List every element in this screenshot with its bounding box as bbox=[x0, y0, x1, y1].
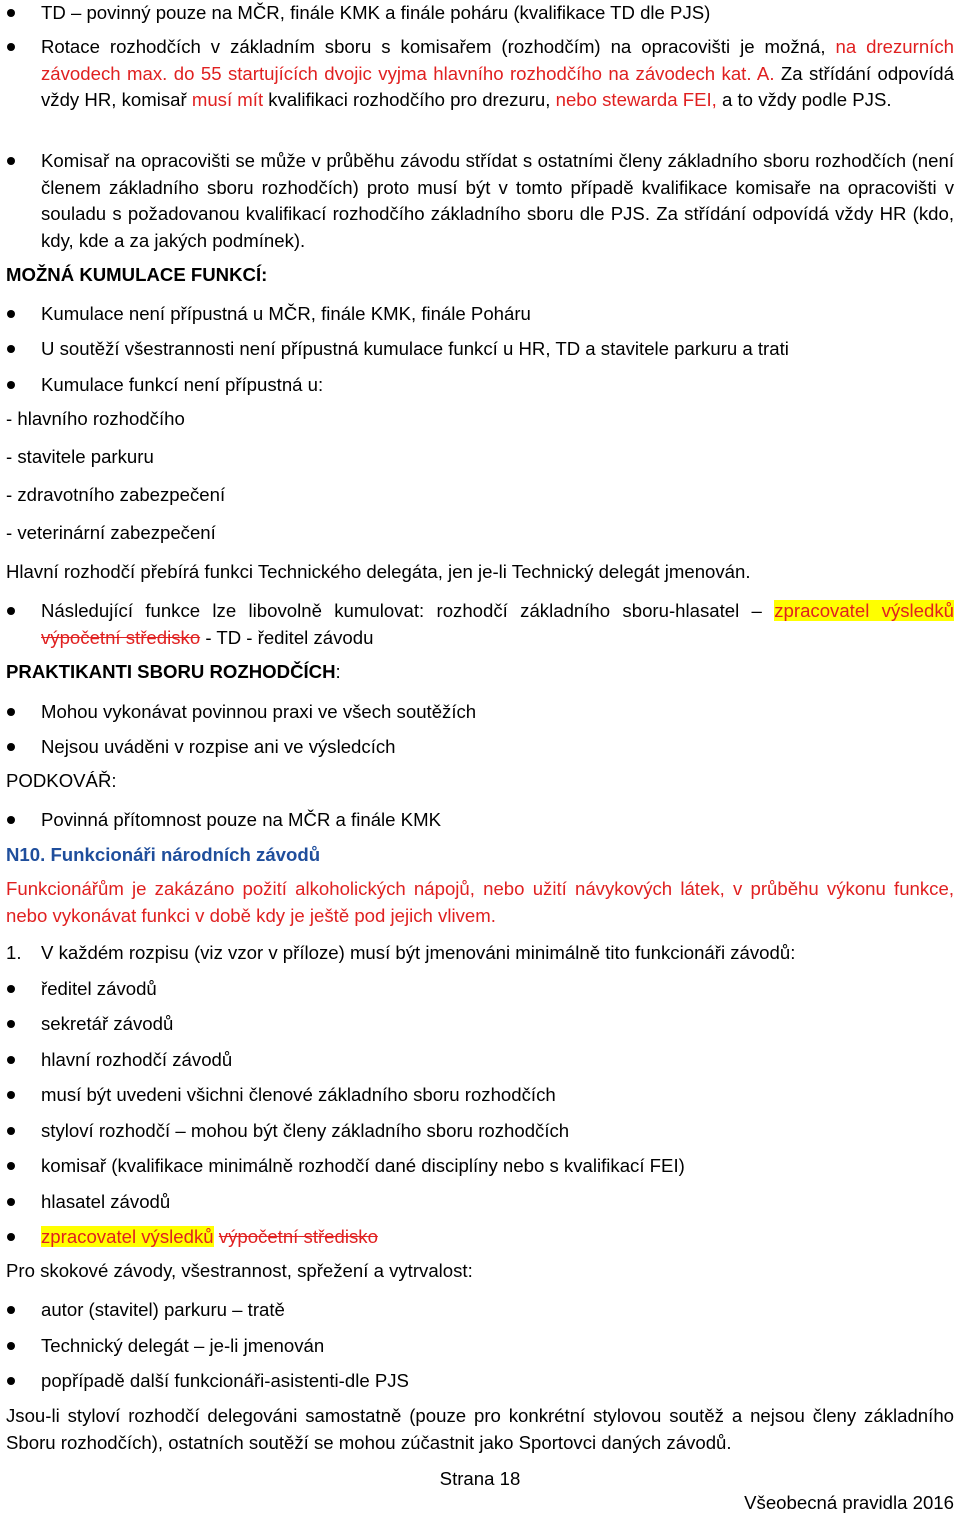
bullet-icon bbox=[7, 985, 15, 993]
section-heading-n10: N10. Funkcionáři národních závodů bbox=[6, 844, 321, 865]
praktikanti-item: Mohou vykonávat povinnou praxi ve všech soutěžích bbox=[41, 701, 477, 722]
warning-paragraph: Funkcionářům je zakázáno požití alkoholických nápojů, nebo užití návykových látek, v průběhu výkonu funkce, nebo vykonávat funkci v době kdy je ještě pod jejich vlivem. bbox=[6, 878, 954, 926]
kumulace-item: U soutěží všestrannosti není přípustná kumulace funkcí u HR, TD a stavitele parkuru a trati bbox=[41, 338, 789, 359]
strike-vypocetni: výpočetní středisko bbox=[41, 626, 201, 648]
functionary-item-last bbox=[41, 1224, 954, 1251]
heading-kumulace: MOŽNÁ KUMULACE FUNKCÍ: bbox=[6, 264, 268, 285]
bullet-icon bbox=[7, 1233, 15, 1241]
kumulovat-text-end: - TD - ředitel závodu bbox=[200, 626, 374, 648]
skokove-item: Technický delegát – je-li jmenován bbox=[41, 1335, 325, 1356]
functionary-item: sekretář závodů bbox=[41, 1013, 174, 1034]
strike-vypocetni: výpočetní středisko bbox=[218, 1226, 378, 1247]
bullet-icon bbox=[7, 743, 15, 751]
bullet-icon bbox=[7, 1056, 15, 1064]
bullet-icon bbox=[7, 310, 15, 318]
heading-praktikanti bbox=[6, 659, 341, 686]
document-title-footer: Všeobecná pravidla 2016 bbox=[744, 1492, 954, 1513]
functionary-item: hlavní rozhodčí závodů bbox=[41, 1049, 233, 1070]
dash-item: - hlavního rozhodčího bbox=[6, 408, 185, 429]
praktikanti-item: Nejsou uváděni v rozpise ani ve výsledcích bbox=[41, 736, 396, 757]
functionary-item: ředitel závodů bbox=[41, 978, 157, 999]
functionary-item: komisař (kvalifikace minimálně rozhodčí dané disciplíny nebo s kvalifikací FEI) bbox=[41, 1155, 685, 1176]
n10-intro: V každém rozpisu (viz vzor v příloze) musí být jmenováni minimálně tito funkcionáři závodů: bbox=[41, 942, 796, 963]
bullet-icon bbox=[7, 345, 15, 353]
dash-item: - zdravotního zabezpečení bbox=[6, 484, 226, 505]
praktikanti-colon: : bbox=[335, 661, 341, 682]
rotace-text-red: na drezurních závodech max. do 55 startujících dvojic vyjma hlavního rozhodčího na závodech kat. A. bbox=[41, 36, 954, 84]
bullet-icon bbox=[7, 1127, 15, 1135]
rotace-text-c: kvalifikaci rozhodčího pro drezuru, bbox=[263, 89, 556, 110]
praktikanti-title: PRAKTIKANTI SBORU ROZHODČÍCH bbox=[6, 661, 336, 682]
highlight-zpracovatel: zpracovatel výsledků bbox=[774, 600, 954, 621]
bullet-icon bbox=[7, 1162, 15, 1170]
list-number: 1. bbox=[6, 942, 22, 963]
bullet-icon bbox=[7, 1377, 15, 1385]
paragraph-hr-td: Hlavní rozhodčí přebírá funkci Technického delegáta, jen je-li Technický delegát jmenován. bbox=[6, 561, 751, 582]
dash-item: - veterinární zabezpečení bbox=[6, 522, 216, 543]
rotace-text-b: Za střídání odpovídá vždy HR, komisař bbox=[41, 62, 954, 110]
kumulace-item: Kumulace není přípustná u MČR, finále KMK, finále Poháru bbox=[41, 303, 531, 324]
bullet-icon bbox=[7, 381, 15, 389]
skokove-intro: Pro skokové závody, všestrannost, spřežení a vytrvalost: bbox=[6, 1260, 473, 1281]
kumulovat-text: Následující funkce lze libovolně kumulovat: rozhodčí základního sboru-hlasatel – bbox=[41, 600, 775, 621]
bullet-icon bbox=[7, 708, 15, 716]
paragraph-komisar: Komisař na opracovišti se může v průběhu závodu střídat s ostatními členy základního sboru rozhodčích (není členem základního sboru rozhodčích) proto musí být v tomto případě kvalifikace komisaře na opracovišti v souladu s požadovanou kvalifikací rozhodčího základního sboru dle PJS. Za střídání odpovídá vždy HR (kdo, kdy, kde a za jakých podmínek). bbox=[41, 150, 954, 251]
bullet-icon bbox=[7, 43, 15, 51]
bullet-icon bbox=[7, 816, 15, 824]
bullet-icon bbox=[7, 1091, 15, 1099]
bullet-icon bbox=[7, 607, 15, 615]
bullet-icon bbox=[7, 157, 15, 165]
rotace-text-d: a to vždy podle PJS. bbox=[716, 89, 892, 110]
kumulace-item: Kumulace funkcí není přípustná u: bbox=[41, 374, 324, 395]
skokove-item: autor (stavitel) parkuru – tratě bbox=[41, 1299, 285, 1320]
rotace-text-red2: musí mít bbox=[191, 89, 264, 110]
rotace-text-a: Rotace rozhodčích v základním sboru s komisařem (rozhodčím) na opracovišti je možná, bbox=[41, 36, 836, 57]
bullet-icon bbox=[7, 9, 15, 17]
paragraph-kumulovat bbox=[41, 598, 954, 651]
page-number: Strana 18 bbox=[439, 1468, 521, 1489]
rotace-text-red3: nebo stewarda FEI, bbox=[555, 89, 717, 110]
highlight-zpracovatel: zpracovatel výsledků bbox=[41, 1226, 214, 1247]
paragraph-td: TD – povinný pouze na MČR, finále KMK a finále poháru (kvalifikace TD dle PJS) bbox=[41, 2, 711, 23]
podkovar-item: Povinná přítomnost pouze na MČR a finále KMK bbox=[41, 809, 441, 830]
bullet-icon bbox=[7, 1198, 15, 1206]
bullet-icon bbox=[7, 1306, 15, 1314]
paragraph-stylovi: Jsou-li styloví rozhodčí delegováni samostatně (pouze pro konkrétní stylovou soutěž a nejsou členy základního Sboru rozhodčích), ostatních soutěží se mohou zúčastnit jako Sportovci daných závodů. bbox=[6, 1405, 954, 1453]
functionary-item: musí být uvedeni všichni členové základního sboru rozhodčích bbox=[41, 1084, 556, 1105]
heading-podkovar: PODKOVÁŘ: bbox=[6, 770, 117, 791]
bullet-icon bbox=[7, 1342, 15, 1350]
bullet-icon bbox=[7, 1020, 15, 1028]
dash-item: - stavitele parkuru bbox=[6, 446, 154, 467]
functionary-item: styloví rozhodčí – mohou být členy základního sboru rozhodčích bbox=[41, 1120, 570, 1141]
paragraph-rotace bbox=[41, 34, 954, 114]
functionary-item: hlasatel závodů bbox=[41, 1191, 171, 1212]
skokove-item: popřípadě další funkcionáři-asistenti-dle PJS bbox=[41, 1370, 409, 1391]
